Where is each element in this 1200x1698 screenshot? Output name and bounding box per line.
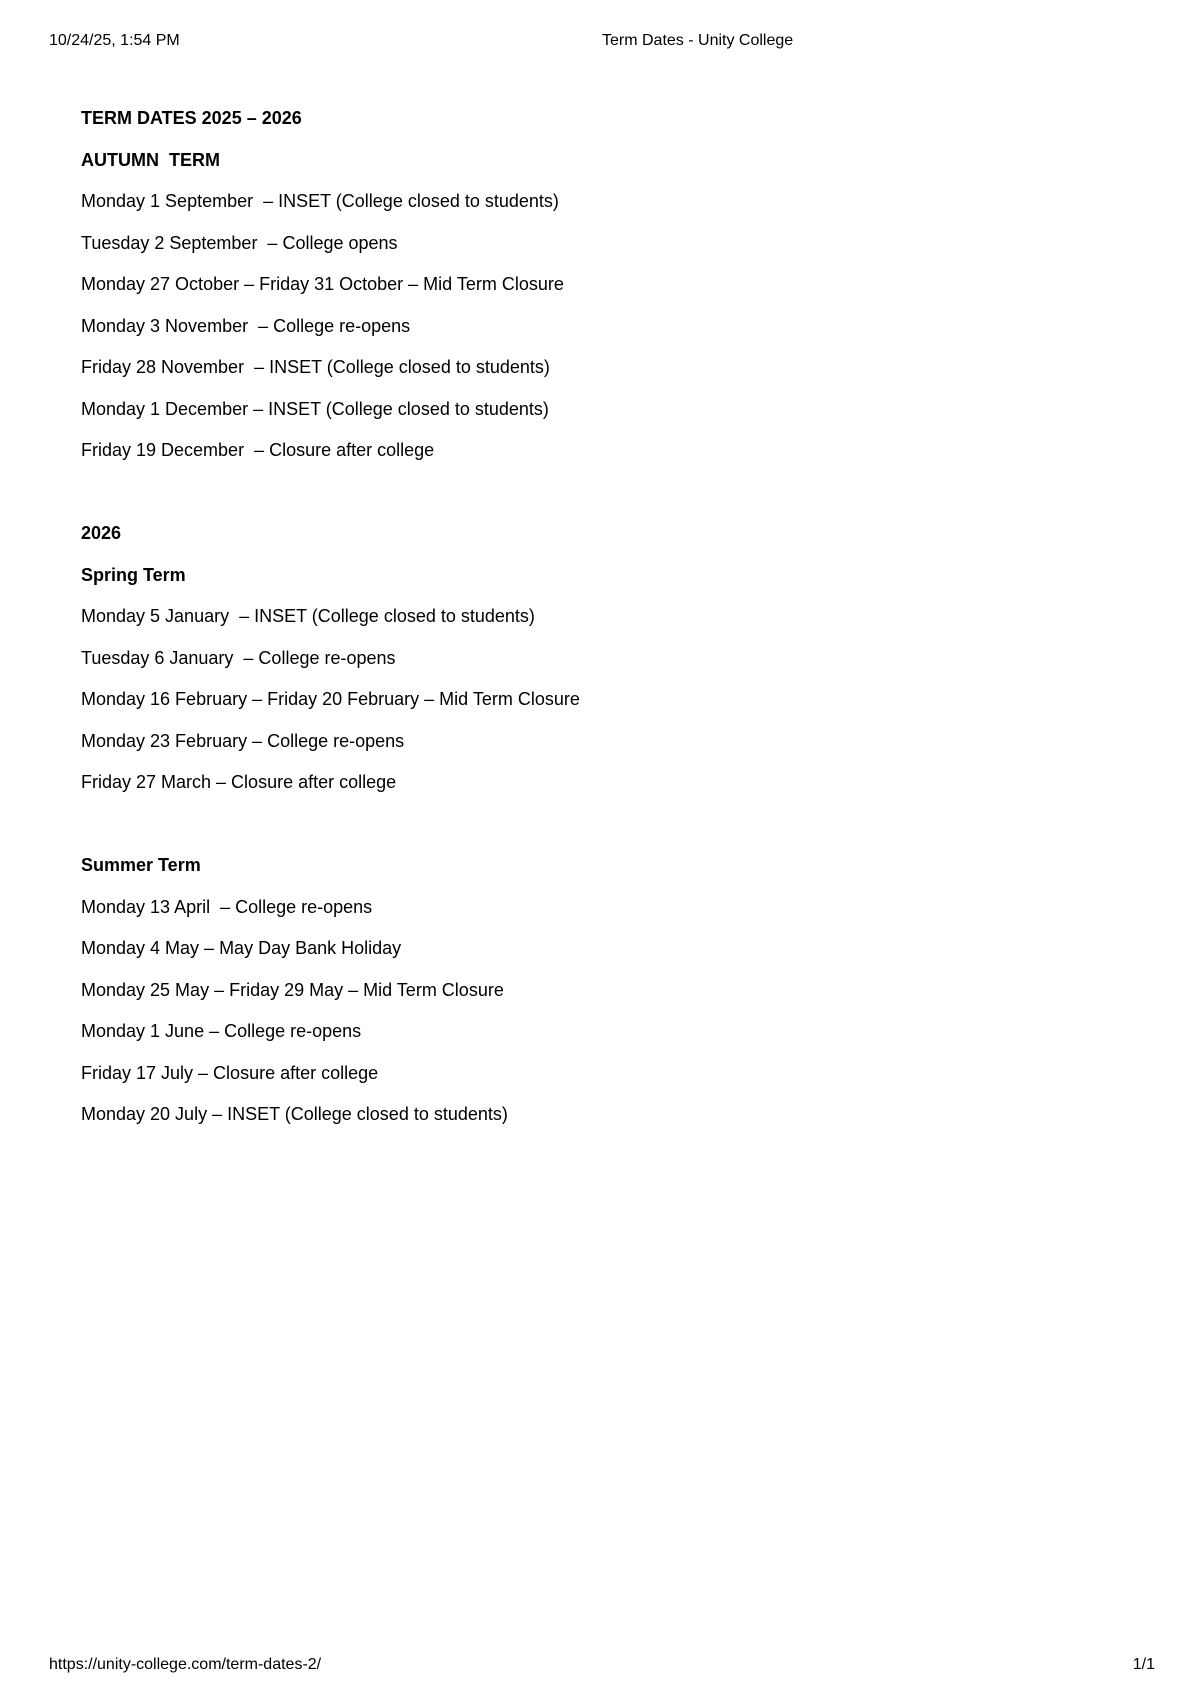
autumn-term-item: Monday 3 November – College re-opens [81,315,411,336]
print-header-title: Term Dates - Unity College [602,32,794,49]
print-header-datetime: 10/24/25, 1:54 PM [49,32,180,49]
autumn-term-item: Friday 28 November – INSET (College closed to students) [81,357,550,377]
summer-term-item: Monday 4 May – May Day Bank Holiday [81,938,402,958]
year-heading: 2026 [81,523,122,543]
autumn-term-item: Tuesday 2 September – College opens [81,232,398,253]
autumn-term-heading: AUTUMN TERM [81,149,220,170]
autumn-term-item: Friday 19 December – Closure after college [81,440,435,460]
summer-term-item: Monday 13 April – College re-opens [81,896,373,917]
summer-term-heading: Summer Term [81,855,201,875]
autumn-term-item: Monday 27 October – Friday 31 October – Mid Term Closure [81,274,564,294]
spring-term-heading: Spring Term [81,564,186,585]
autumn-term-item: Monday 1 December – INSET (College closed to students) [81,398,549,419]
spring-term-item: Monday 5 January – INSET (College closed to students) [81,606,535,626]
summer-term-item: Monday 1 June – College re-opens [81,1021,362,1041]
section-spacer [81,472,1081,514]
term-dates-document [81,98,1081,1136]
section-spacer [81,804,1081,846]
autumn-term-item: Monday 1 September – INSET (College closed to students) [81,191,559,211]
spring-term-item: Monday 23 February – College re-opens [81,730,405,751]
summer-term-item: Monday 25 May – Friday 29 May – Mid Term Closure [81,979,504,1000]
document-title: TERM DATES 2025 – 2026 [81,108,302,128]
summer-term-item: Friday 17 July – Closure after college [81,1062,379,1083]
summer-term-item: Monday 20 July – INSET (College closed to students) [81,1104,508,1124]
print-footer-page-number: 1/1 [1132,1656,1155,1673]
print-footer-url: https://unity-college.com/term-dates-2/ [49,1656,322,1673]
spring-term-item: Monday 16 February – Friday 20 February – Mid Term Closure [81,689,580,709]
spring-term-item: Tuesday 6 January – College re-opens [81,647,396,668]
spring-term-item: Friday 27 March – Closure after college [81,772,397,792]
